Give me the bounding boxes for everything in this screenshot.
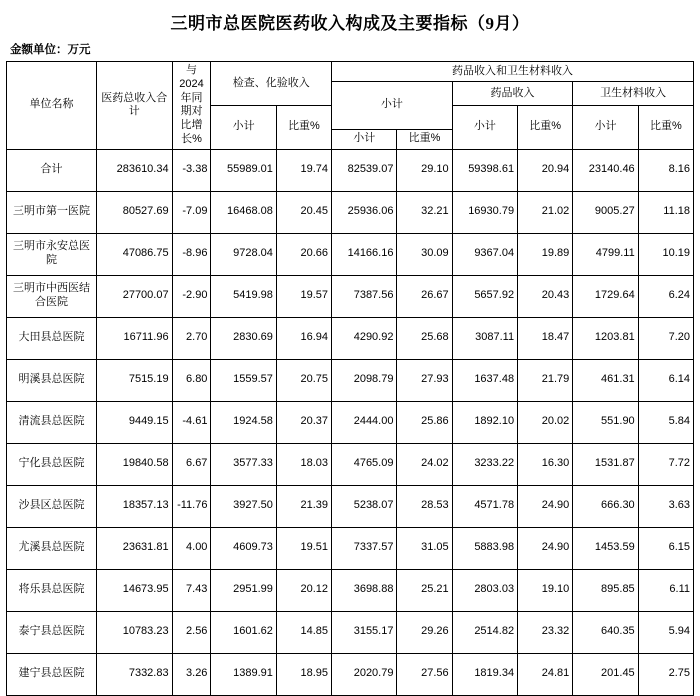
- table-header: [7, 62, 694, 150]
- cell-dm-sub: 7387.56: [332, 275, 397, 317]
- cell-drug-sub: 2514.82: [452, 611, 517, 653]
- cell-total: 18357.13: [96, 485, 172, 527]
- cell-dm-pct: 29.10: [397, 149, 452, 191]
- row-unit-name: 三明市第一医院: [7, 191, 97, 233]
- cell-dm-sub: 4765.09: [332, 443, 397, 485]
- cell-dm-sub: 2020.79: [332, 653, 397, 695]
- header-dm-subtotal: 小计: [332, 82, 453, 130]
- cell-yoy: -2.90: [172, 275, 211, 317]
- row-unit-name: 明溪县总医院: [7, 359, 97, 401]
- cell-mat-pct: 6.15: [638, 527, 693, 569]
- cell-drug-sub: 3233.22: [452, 443, 517, 485]
- cell-mat-pct: 10.19: [638, 233, 693, 275]
- cell-drug-pct: 24.90: [518, 485, 573, 527]
- cell-exam-pct: 21.39: [276, 485, 331, 527]
- cell-mat-sub: 9005.27: [573, 191, 638, 233]
- row-unit-name: 三明市永安总医院: [7, 233, 97, 275]
- cell-drug-sub: 1819.34: [452, 653, 517, 695]
- table-row: [7, 317, 694, 359]
- cell-drug-pct: 20.43: [518, 275, 573, 317]
- cell-yoy: 6.80: [172, 359, 211, 401]
- cell-yoy: 7.43: [172, 569, 211, 611]
- cell-total: 14673.95: [96, 569, 172, 611]
- cell-mat-sub: 666.30: [573, 485, 638, 527]
- cell-yoy: 4.00: [172, 527, 211, 569]
- header-dm-ratio-2: 比重%: [397, 129, 452, 149]
- cell-exam-sub: 16468.08: [211, 191, 276, 233]
- cell-mat-sub: 895.85: [573, 569, 638, 611]
- cell-dm-pct: 26.67: [397, 275, 452, 317]
- cell-dm-pct: 29.26: [397, 611, 452, 653]
- table-row: [7, 191, 694, 233]
- cell-total: 283610.34: [96, 149, 172, 191]
- cell-mat-pct: 5.84: [638, 401, 693, 443]
- cell-mat-sub: 23140.46: [573, 149, 638, 191]
- cell-mat-sub: 4799.11: [573, 233, 638, 275]
- cell-exam-pct: 19.74: [276, 149, 331, 191]
- header-drug-group: 药品收入: [452, 82, 573, 106]
- cell-drug-pct: 20.94: [518, 149, 573, 191]
- cell-dm-pct: 30.09: [397, 233, 452, 275]
- cell-mat-sub: 461.31: [573, 359, 638, 401]
- cell-exam-pct: 18.95: [276, 653, 331, 695]
- cell-yoy: 2.56: [172, 611, 211, 653]
- cell-exam-sub: 9728.04: [211, 233, 276, 275]
- cell-total: 47086.75: [96, 233, 172, 275]
- cell-yoy: 2.70: [172, 317, 211, 359]
- cell-yoy: -4.61: [172, 401, 211, 443]
- cell-drug-sub: 2803.03: [452, 569, 517, 611]
- cell-mat-pct: 5.94: [638, 611, 693, 653]
- cell-drug-pct: 18.47: [518, 317, 573, 359]
- cell-drug-pct: 21.02: [518, 191, 573, 233]
- cell-drug-pct: 20.02: [518, 401, 573, 443]
- cell-exam-pct: 20.75: [276, 359, 331, 401]
- cell-drug-sub: 5657.92: [452, 275, 517, 317]
- cell-drug-pct: 19.10: [518, 569, 573, 611]
- table-row: [7, 527, 694, 569]
- cell-exam-sub: 4609.73: [211, 527, 276, 569]
- cell-mat-pct: 2.75: [638, 653, 693, 695]
- cell-dm-sub: 25936.06: [332, 191, 397, 233]
- table-row: [7, 653, 694, 695]
- header-material-subtotal: 小计: [573, 105, 638, 149]
- cell-drug-sub: 3087.11: [452, 317, 517, 359]
- cell-total: 23631.81: [96, 527, 172, 569]
- header-total-income: 医药总收入合计: [96, 62, 172, 150]
- cell-exam-pct: 20.12: [276, 569, 331, 611]
- cell-mat-sub: 640.35: [573, 611, 638, 653]
- table-row: [7, 611, 694, 653]
- row-unit-name: 建宁县总医院: [7, 653, 97, 695]
- table-row: [7, 149, 694, 191]
- cell-exam-sub: 1559.57: [211, 359, 276, 401]
- cell-dm-sub: 82539.07: [332, 149, 397, 191]
- cell-exam-pct: 19.57: [276, 275, 331, 317]
- cell-mat-pct: 3.63: [638, 485, 693, 527]
- cell-dm-sub: 14166.16: [332, 233, 397, 275]
- cell-dm-pct: 25.68: [397, 317, 452, 359]
- cell-drug-sub: 9367.04: [452, 233, 517, 275]
- cell-dm-sub: 2444.00: [332, 401, 397, 443]
- header-exam-subtotal: 小计: [211, 105, 276, 149]
- cell-mat-pct: 7.72: [638, 443, 693, 485]
- cell-exam-pct: 14.85: [276, 611, 331, 653]
- cell-drug-sub: 59398.61: [452, 149, 517, 191]
- cell-drug-pct: 21.79: [518, 359, 573, 401]
- cell-mat-sub: 1531.87: [573, 443, 638, 485]
- cell-mat-sub: 201.45: [573, 653, 638, 695]
- cell-total: 7332.83: [96, 653, 172, 695]
- row-unit-name: 大田县总医院: [7, 317, 97, 359]
- header-material-ratio: 比重%: [638, 105, 693, 149]
- cell-exam-pct: 20.66: [276, 233, 331, 275]
- cell-exam-sub: 5419.98: [211, 275, 276, 317]
- cell-mat-pct: 8.16: [638, 149, 693, 191]
- cell-dm-pct: 31.05: [397, 527, 452, 569]
- cell-exam-sub: 3927.50: [211, 485, 276, 527]
- cell-yoy: -7.09: [172, 191, 211, 233]
- table-row: [7, 443, 694, 485]
- cell-dm-pct: 27.56: [397, 653, 452, 695]
- cell-mat-sub: 551.90: [573, 401, 638, 443]
- row-unit-name: 泰宁县总医院: [7, 611, 97, 653]
- header-material-group: 卫生材料收入: [573, 82, 694, 106]
- cell-total: 27700.07: [96, 275, 172, 317]
- cell-mat-sub: 1203.81: [573, 317, 638, 359]
- cell-total: 9449.15: [96, 401, 172, 443]
- table-body: [7, 149, 694, 695]
- row-unit-name: 三明市中西医结合医院: [7, 275, 97, 317]
- cell-yoy: -3.38: [172, 149, 211, 191]
- cell-dm-sub: 7337.57: [332, 527, 397, 569]
- table-row: [7, 401, 694, 443]
- header-dm-sub-2: 小计: [332, 129, 397, 149]
- income-table: [6, 61, 694, 696]
- header-exam-group: 检查、化验收入: [211, 62, 332, 106]
- cell-dm-pct: 24.02: [397, 443, 452, 485]
- header-drug-subtotal: 小计: [452, 105, 517, 149]
- cell-yoy: 6.67: [172, 443, 211, 485]
- cell-drug-sub: 16930.79: [452, 191, 517, 233]
- cell-drug-sub: 4571.78: [452, 485, 517, 527]
- cell-total: 10783.23: [96, 611, 172, 653]
- cell-mat-pct: 7.20: [638, 317, 693, 359]
- cell-mat-pct: 6.24: [638, 275, 693, 317]
- row-unit-name: 尤溪县总医院: [7, 527, 97, 569]
- cell-dm-pct: 27.93: [397, 359, 452, 401]
- header-drug-material-group: 药品收入和卫生材料收入: [332, 62, 694, 82]
- header-exam-ratio: 比重%: [276, 105, 331, 149]
- cell-exam-sub: 2830.69: [211, 317, 276, 359]
- cell-drug-pct: 19.89: [518, 233, 573, 275]
- row-unit-name: 宁化县总医院: [7, 443, 97, 485]
- cell-drug-pct: 16.30: [518, 443, 573, 485]
- cell-total: 19840.58: [96, 443, 172, 485]
- cell-mat-pct: 6.11: [638, 569, 693, 611]
- cell-exam-pct: 16.94: [276, 317, 331, 359]
- cell-drug-pct: 23.32: [518, 611, 573, 653]
- cell-mat-pct: 11.18: [638, 191, 693, 233]
- cell-exam-sub: 1924.58: [211, 401, 276, 443]
- cell-dm-sub: 3155.17: [332, 611, 397, 653]
- cell-exam-sub: 1601.62: [211, 611, 276, 653]
- cell-drug-pct: 24.90: [518, 527, 573, 569]
- cell-dm-sub: 4290.92: [332, 317, 397, 359]
- cell-dm-pct: 25.86: [397, 401, 452, 443]
- cell-dm-pct: 28.53: [397, 485, 452, 527]
- cell-exam-sub: 3577.33: [211, 443, 276, 485]
- cell-dm-pct: 32.21: [397, 191, 452, 233]
- cell-exam-sub: 2951.99: [211, 569, 276, 611]
- table-row: [7, 359, 694, 401]
- header-unit-name: 单位名称: [7, 62, 97, 150]
- cell-drug-sub: 5883.98: [452, 527, 517, 569]
- cell-total: 16711.96: [96, 317, 172, 359]
- cell-exam-sub: 1389.91: [211, 653, 276, 695]
- table-row: [7, 569, 694, 611]
- cell-mat-sub: 1453.59: [573, 527, 638, 569]
- cell-exam-pct: 18.03: [276, 443, 331, 485]
- cell-dm-sub: 2098.79: [332, 359, 397, 401]
- cell-yoy: 3.26: [172, 653, 211, 695]
- cell-exam-sub: 55989.01: [211, 149, 276, 191]
- table-row: [7, 485, 694, 527]
- cell-drug-pct: 24.81: [518, 653, 573, 695]
- row-unit-name: 将乐县总医院: [7, 569, 97, 611]
- cell-drug-sub: 1637.48: [452, 359, 517, 401]
- table-row: [7, 233, 694, 275]
- cell-dm-sub: 5238.07: [332, 485, 397, 527]
- cell-yoy: -11.76: [172, 485, 211, 527]
- cell-yoy: -8.96: [172, 233, 211, 275]
- row-unit-name: 清流县总医院: [7, 401, 97, 443]
- cell-drug-sub: 1892.10: [452, 401, 517, 443]
- cell-dm-sub: 3698.88: [332, 569, 397, 611]
- cell-total: 7515.19: [96, 359, 172, 401]
- cell-exam-pct: 19.51: [276, 527, 331, 569]
- cell-exam-pct: 20.37: [276, 401, 331, 443]
- header-yoy: 与2024年同期对比增长%: [172, 62, 211, 150]
- cell-total: 80527.69: [96, 191, 172, 233]
- unit-note: 金额单位：万元: [10, 44, 91, 56]
- page-title: 三明市总医院医药收入构成及主要指标（9月）: [170, 14, 530, 33]
- header-drug-ratio: 比重%: [518, 105, 573, 149]
- cell-mat-pct: 6.14: [638, 359, 693, 401]
- cell-mat-sub: 1729.64: [573, 275, 638, 317]
- row-unit-name: 沙县区总医院: [7, 485, 97, 527]
- row-unit-name: 合计: [7, 149, 97, 191]
- table-row: [7, 275, 694, 317]
- cell-dm-pct: 25.21: [397, 569, 452, 611]
- cell-exam-pct: 20.45: [276, 191, 331, 233]
